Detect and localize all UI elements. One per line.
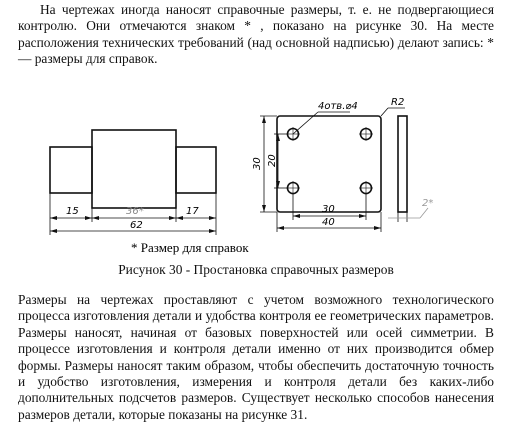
- plate-dim-height-total: 30: [252, 157, 263, 170]
- shaft-left-step: [50, 147, 92, 193]
- body-paragraph: Размеры на чертежах проставляют с учетом возможного технологического процесса изготовления детали и удобства контроля ее геометрических параметров. Размеры наносят, начиная от базовых поверхностей или осей симметрии. В процессе изготовления и контроля детали именно от них производится обмер формы. Размеры наносят таким образом, чтобы обеспечить достаточную точность и удобство изготовления, измерения и контроля детали без каких-либо дополнительных подсчетов размеров. Существует несколько способов нанесения размеров детали, которые показаны на рисунке 31.: [18, 292, 494, 422]
- plate-dim-width-inner: 30: [322, 204, 335, 215]
- shaft-collar: [92, 130, 176, 208]
- shaft-dim-middle: 36*: [126, 206, 144, 217]
- shaft-dim-right: 17: [186, 206, 199, 217]
- figure-30: [0, 92, 512, 257]
- plate-holes-label: 4отв.⌀4: [318, 101, 358, 112]
- plate-thickness-label: 2*: [422, 198, 434, 209]
- shaft-right-step: [176, 147, 216, 193]
- shaft-dim-total: 62: [130, 220, 143, 231]
- plate-dim-height-inner: 20: [267, 154, 278, 167]
- plate-side-view: [398, 116, 407, 212]
- shaft-dim-left: 15: [66, 206, 79, 217]
- figure-caption: Рисунок 30 - Простановка справочных размеров: [118, 262, 394, 277]
- plate-radius-label: R2: [391, 97, 405, 108]
- plate-dim-width-total: 40: [322, 217, 335, 228]
- plate-drawing: [260, 108, 428, 232]
- intro-paragraph: На чертежах иногда наносят справочные размеры, т. е. не подвергающиеся контролю. Они отмечаются знаком * , показано на рисунке 30. На месте расположения технических требований (над основной надписью) делают запись: * — размеры для справок.: [18, 2, 494, 67]
- figure-footnote: * Размер для справок: [131, 240, 249, 255]
